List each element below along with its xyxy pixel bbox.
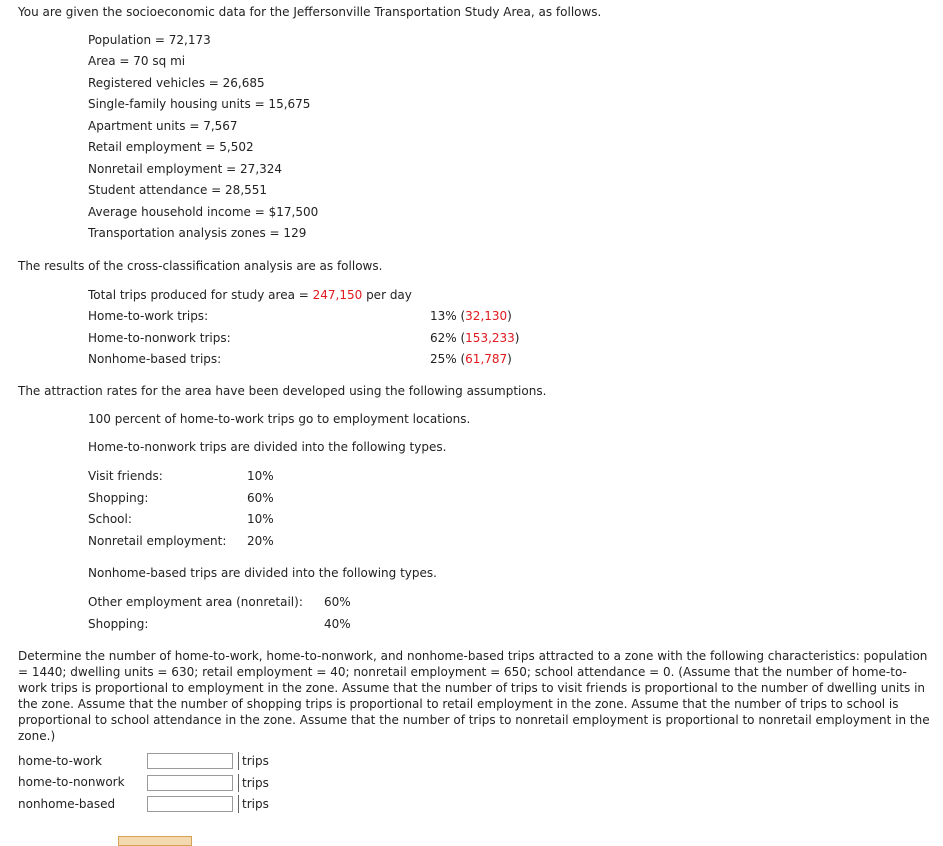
socio-item: Retail employment = 5,502 [88,140,254,154]
socio-item: Average household income = $17,500 [88,205,319,219]
answer-unit: trips [238,752,269,770]
answer-label-home-to-nonwork: home-to-nonwork [18,775,125,789]
pct-text: 25% ( [430,352,466,366]
answer-label-nonhome-based: nonhome-based [18,797,116,811]
pct-text: 62% ( [430,331,466,345]
question-text: Determine the number of home-to-work, home-to-nonwork, and nonhome-based trips attracted to a zone with the following characteristics: population = 1440; dwelling units = 630; retail employment = 40; nonretail employment = 650; school attendance = 0. (Assume that the number of home-to-work trips is proportional to employment in the zone. Assume that the number of trips to visit friends is proportional to the number of dwelling units in the zone. Assume that the number of shopping trips is proportional to retail employment in the zone. Assume that the number of trips to school is proportional to school attendance in the zone. Assume that the number of trips to nonretail employment is proportional to nonretail employment in the zone.) [18,649,930,743]
nonhome-type-label: Shopping: [88,617,149,631]
total-trips-unit: per day [362,288,412,302]
paren-close: ) [507,352,512,366]
answer-label-home-to-work: home-to-work [18,754,102,768]
paren-close: ) [514,331,520,345]
socio-item: Population = 72,173 [88,33,211,47]
nonhome-type-pct: 60% [324,595,351,609]
assumption-nonhome: Nonhome-based trips are divided into the following types. [88,566,437,580]
home-to-work-input[interactable] [147,753,233,769]
answer-unit: trips [238,795,269,813]
total-trips [88,288,412,302]
nonhome-type-pct: 40% [324,617,351,631]
submit-button[interactable] [118,836,192,846]
socio-item: Transportation analysis zones = 129 [88,226,307,240]
paren-close: ) [507,309,512,323]
nonwork-type-label: Visit friends: [88,469,163,483]
nonwork-type-label: School: [88,512,132,526]
nonhome-based-input[interactable] [147,796,233,812]
attraction-intro: The attraction rates for the area have been developed using the following assumptions. [18,384,547,398]
trip-value: 61,787 [465,352,508,366]
socio-item: Apartment units = 7,567 [88,119,238,133]
pct-text: 13% ( [430,309,466,323]
socio-item: Student attendance = 28,551 [88,183,268,197]
socio-item: Area = 70 sq mi [88,54,186,68]
socio-item: Single-family housing units = 15,675 [88,97,311,111]
trip-type-pct [430,331,519,345]
trip-type-pct [430,352,512,366]
total-trips-label: Total trips produced for study area = [88,288,313,302]
results-intro: The results of the cross-classification analysis are as follows. [18,259,383,273]
nonwork-type-pct: 10% [247,469,274,483]
nonhome-type-label: Other employment area (nonretail): [88,595,303,609]
nonwork-type-label: Shopping: [88,491,149,505]
trip-type-label: Home-to-nonwork trips: [88,331,231,345]
trip-value: 32,130 [465,309,508,323]
nonwork-type-pct: 10% [247,512,274,526]
assumption-nonwork: Home-to-nonwork trips are divided into the following types. [88,440,447,454]
nonwork-type-pct: 60% [247,491,274,505]
nonwork-type-label: Nonretail employment: [88,534,227,548]
trip-type-label: Nonhome-based trips: [88,352,222,366]
trip-type-label: Home-to-work trips: [88,309,209,323]
intro-text: You are given the socioeconomic data for the Jeffersonville Transportation Study Area, as follows. [18,5,602,19]
trip-value: 153,233 [465,331,515,345]
nonwork-type-pct: 20% [247,534,274,548]
trip-type-pct [430,309,512,323]
answer-unit: trips [238,774,269,792]
socio-item: Nonretail employment = 27,324 [88,162,283,176]
socio-item: Registered vehicles = 26,685 [88,76,265,90]
total-trips-value: 247,150 [312,288,363,302]
assumption-work: 100 percent of home-to-work trips go to employment locations. [88,412,471,426]
home-to-nonwork-input[interactable] [147,775,233,791]
